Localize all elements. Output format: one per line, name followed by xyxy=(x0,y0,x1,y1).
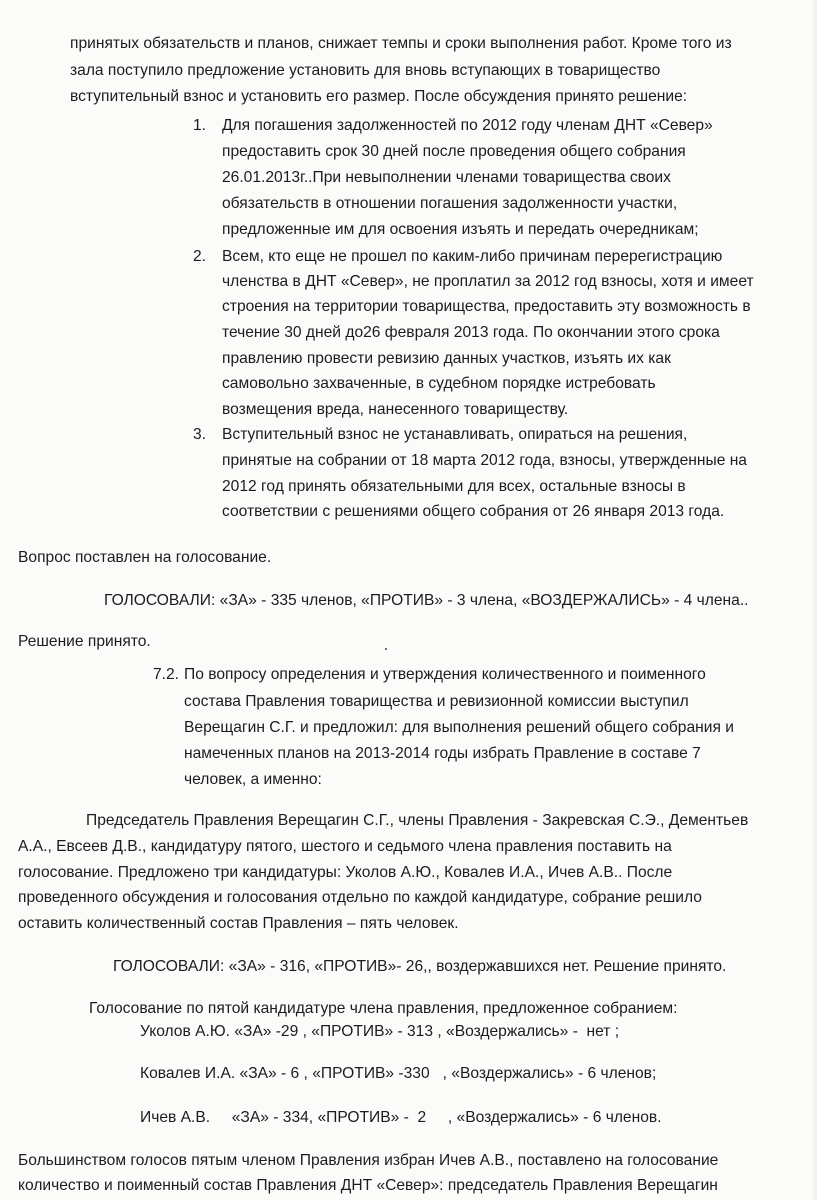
candidate-kovalev: Ковалев И.А. «ЗА» - 6 , «ПРОТИВ» -330 , «Воздержались» - 6 членов; xyxy=(140,1065,657,1082)
list-item-3-number: 3. xyxy=(193,426,207,443)
vote-2-result: ГОЛОСОВАЛИ: «ЗА» - 316, «ПРОТИВ»- 26,, воздержавшихся нет. Решение принято. xyxy=(113,958,727,975)
list-item-2-line-6: самовольно захваченные, в судебном порядке истребовать xyxy=(222,375,656,392)
chairman-para-line-1: Председатель Правления Верещагин С.Г., члены Правления - Закревская С.Э., Дементьев xyxy=(86,812,749,829)
chairman-para-line-2: А.А., Евсеев Д.В., кандидатуру пятого, шестого и седьмого члена правления поставить на xyxy=(18,838,672,855)
chairman-para-line-4: проведенного обсуждения и голосования отдельно по каждой кандидатуре, собрание решило xyxy=(18,889,702,906)
list-item-1-number: 1. xyxy=(193,117,207,134)
scan-speck xyxy=(385,648,387,650)
list-item-1-line-3: 26.01.2013г..При невыполнении членами товарищества своих xyxy=(222,169,671,186)
list-item-1-line-2: предоставить срок 30 дней после проведения общего собрания xyxy=(222,143,686,160)
chairman-para-line-3: голосование. Предложено три кандидатуры: Уколов А.Ю., Ковалев И.А., Ичев А.В.. После xyxy=(18,864,673,881)
list-item-2-line-5: правлению провести ревизию данных участков, изъять их как xyxy=(222,350,671,367)
item-7-2-line-4: намеченных планов на 2013-2014 годы избрать Правление в составе 7 xyxy=(184,745,701,762)
fifth-vote-title: Голосование по пятой кандидатуре члена правления, предложенное собранием: xyxy=(89,1000,678,1017)
list-item-3-line-4: соответствии с решениями общего собрания от 26 января 2013 года. xyxy=(222,503,725,520)
vote-put-line: Вопрос поставлен на голосование. xyxy=(18,549,272,566)
intro-line-3: вступительный взнос и установить его размер. После обсуждения принято решение: xyxy=(70,88,688,105)
list-item-2-line-3: строения на территории товарищества, предоставить эту возможность в xyxy=(222,298,751,315)
item-7-2-line-3: Верещагин С.Г. и предложил: для выполнения решений общего собрания и xyxy=(184,719,734,736)
scan-edge-shadow xyxy=(811,0,817,1200)
list-item-2-line-1: Всем, кто еще не прошел по каким-либо причинам перерегистрацию xyxy=(222,248,723,265)
list-item-3-line-2: принятые на собрании от 18 марта 2012 года, взносы, утвержденные на xyxy=(222,452,747,469)
final-para-line-1: Большинством голосов пятым членом Правления избран Ичев А.В., поставлено на голосование xyxy=(18,1152,719,1169)
list-item-1-line-4: обязательств в отношении погашения задолженности участки, xyxy=(222,195,678,212)
list-item-2-line-4: течение 30 дней до26 февраля 2013 года. По окончании этого срока xyxy=(222,324,720,341)
vote-1-result: ГОЛОСОВАЛИ: «ЗА» - 335 членов, «ПРОТИВ» - 3 члена, «ВОЗДЕРЖАЛИСЬ» - 4 члена.. xyxy=(104,592,749,609)
item-7-2-line-2: состава Правления товарищества и ревизионной комиссии выступил xyxy=(184,693,689,710)
intro-line-1: принятых обязательств и планов, снижает темпы и сроки выполнения работ. Кроме того из xyxy=(70,35,732,52)
list-item-2-number: 2. xyxy=(193,248,207,265)
item-7-2-number: 7.2. xyxy=(153,666,180,683)
item-7-2-line-1: По вопросу определения и утверждения количественного и поименного xyxy=(184,666,706,683)
list-item-3-line-1: Вступительный взнос не устанавливать, опираться на решения, xyxy=(222,426,688,443)
list-item-2-line-2: членства в ДНТ «Север», не проплатил за 2012 год взносы, хотя и имеет xyxy=(222,273,754,290)
list-item-1-line-1: Для погашения задолженностей по 2012 году членам ДНТ «Север» xyxy=(222,117,713,134)
final-para-line-2: количество и поименный состав Правления ДНТ «Север»: председатель Правления Верещагин xyxy=(18,1177,718,1194)
candidate-ichev: Ичев А.В. «ЗА» - 334, «ПРОТИВ» - 2 , «Воздержались» - 6 членов. xyxy=(140,1109,662,1126)
list-item-3-line-3: 2012 год принять обязательными для всех, остальные взносы в xyxy=(222,478,686,495)
list-item-2-line-7: возмещения вреда, нанесенного товариществу. xyxy=(222,401,569,418)
item-7-2-line-5: человек, а именно: xyxy=(184,771,322,788)
candidate-ukolov: Уколов А.Ю. «ЗА» -29 , «ПРОТИВ» - 313 , «Воздержались» - нет ; xyxy=(140,1023,620,1040)
list-item-1-line-5: предложенные им для освоения изъять и передать очередникам; xyxy=(222,221,699,238)
intro-line-2: зала поступило предложение установить для вновь вступающих в товарищество xyxy=(70,62,661,79)
chairman-para-line-5: оставить количественный состав Правления – пять человек. xyxy=(18,915,459,932)
decision-accepted: Решение принято. xyxy=(18,633,151,650)
